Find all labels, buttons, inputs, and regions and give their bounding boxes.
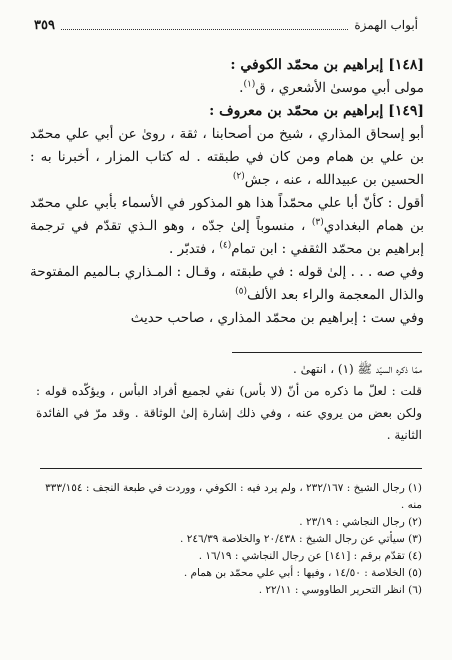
section-divider bbox=[232, 352, 422, 353]
chapter-title: أبواب الهمزة bbox=[354, 18, 418, 32]
paragraph-sah: وفي صه . . . إلىٰ قوله : في طبقته ، وقـال : المـذاري بـالميم المفتوحة والذال المعجمة والراء بعد الألف$^{(٥)}$ bbox=[30, 264, 424, 303]
header-dot-leader bbox=[61, 21, 348, 30]
running-header bbox=[34, 15, 418, 35]
page-number: ٣٥٩ bbox=[34, 17, 55, 33]
entry-body-149: أبو إسحاق المذاري ، شيخ من أصحابنا ، ثقة ، روىٰ عن أبي علي محمّد بن علي بن همام ومن كان في طبقته . له كتاب المزار ، أخبرنا به : الحسين بن عبيدالله ، عنه ، جش$^{(٢)}$ bbox=[30, 126, 424, 188]
commentary-block bbox=[36, 358, 422, 446]
entry-body-148: مولى أبي موسىٰ الأشعري ، ق$^{(١)}$. bbox=[239, 79, 424, 96]
footnote-5: (٥) الخلاصة : ١٤/٥٠ ، وفيها : أبي علي محمّد بن همام . bbox=[183, 567, 422, 579]
footnote-1: (١) رجال الشيخ : ٢٣٢/١٦٧ ، ولم يرد فيه : الكوفي ، ووردت في طبعة النجف : ٣٣٣/١٥٤ منه . bbox=[45, 482, 422, 511]
entry-title-148: [١٤٨] إبراهيم بن محمّد الكوفي : bbox=[230, 57, 424, 73]
entry-title-149: [١٤٩] إبراهيم بن محمّد بن معروف : bbox=[209, 103, 424, 119]
footnote-3: (٣) سيأتي عن رجال الشيخ : ٢٠/٤٣٨ والخلاصة ٢٤٦/٣٩ . bbox=[180, 533, 422, 545]
commentary-line-2: قلت : لعلّ ما ذكره من أنّ (لا بأس) نفي لجميع أفراد البأس ، ويؤكّده قوله : ولكن بعض من يروي عنه ، وفي ذلك إشارة إلىٰ الوثاقة . وقد مرّ في الفائدة الثانية . bbox=[36, 384, 422, 442]
footnote-4: (٤) تقدّم برقم : [١٤١] عن رجال النجاشي : ١٦/١٩ . bbox=[198, 550, 422, 562]
footnote-2: (٢) رجال النجاشي : ٢٣/١٩ . bbox=[299, 516, 422, 528]
main-text bbox=[30, 54, 424, 330]
footnote-divider bbox=[40, 468, 422, 469]
paragraph-aqul: أقول : كأنّ أبا علي محمّداً هذا هو المذكور في الأسماء بأبي علي محمّد بن همام البغدادي$^{(٣)}$ ، منسوباً إلىٰ جدّه ، وهو الـذي تقدّم في ترجمة إبراهيم بن محمّد الثقفي : ابن تمام$^{(٤)}$ ، فتدبّر . bbox=[30, 195, 424, 257]
footnote-6: (٦) انظر التحرير الطاووسي : ٢٢/١١ . bbox=[258, 584, 422, 596]
commentary-line-1: ممّا ذكره السيّد ﷺ (١) ، انتهىٰ . bbox=[292, 362, 422, 376]
footnotes bbox=[40, 480, 422, 599]
paragraph-st: وفي ست : إبراهيم بن محمّد المذاري ، صاحب حديث bbox=[130, 310, 424, 326]
